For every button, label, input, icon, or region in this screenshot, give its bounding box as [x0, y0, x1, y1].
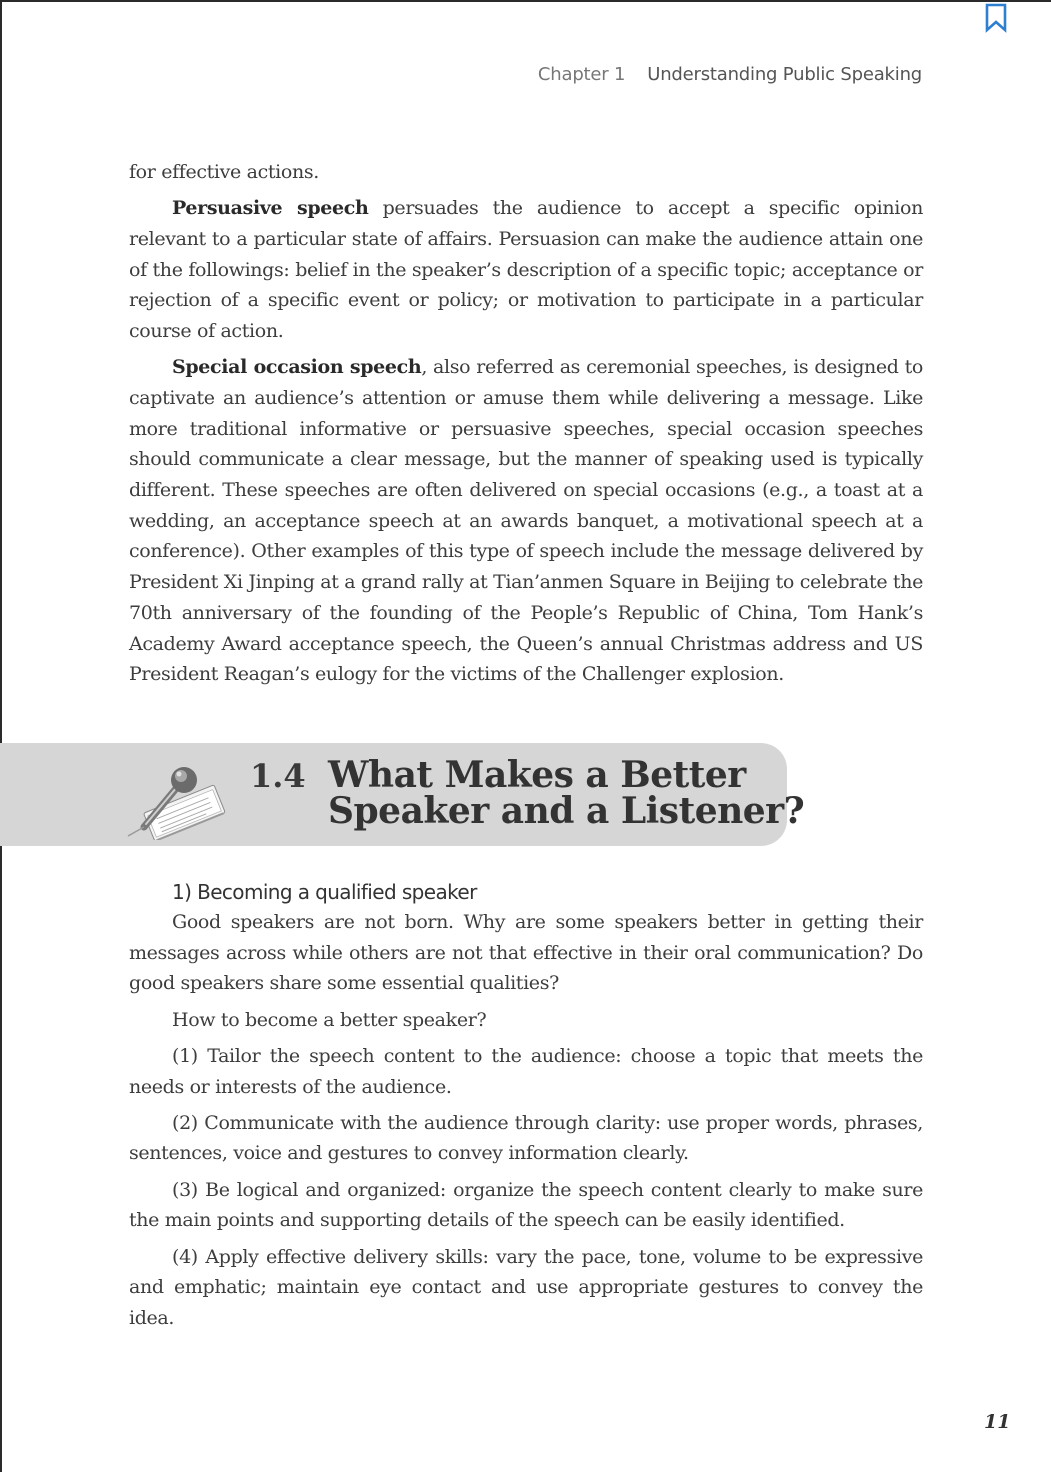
body-text-bottom — [129, 907, 923, 1334]
term-special-occasion: Special occasion speech — [172, 356, 422, 379]
paragraph-special-occasion — [129, 352, 923, 690]
section-title-line1: What Makes a Better — [328, 754, 746, 796]
subsection-heading: 1) Becoming a qualified speaker — [172, 880, 477, 904]
bookmark-icon[interactable] — [984, 3, 1008, 33]
list-item-1: (1) Tailor the speech content to the audience: choose a topic that meets the needs or interests of the audience. — [129, 1044, 923, 1098]
running-head — [538, 64, 922, 85]
list-item-4: (4) Apply effective delivery skills: vary the pace, tone, volume to be expressive and emphatic; maintain eye contact and use appropriate gestures to convey the idea. — [129, 1245, 923, 1329]
chapter-label: Chapter 1 — [537, 64, 626, 85]
microphone-icon — [122, 760, 246, 840]
section-number: 1.4 — [250, 757, 306, 795]
paragraph-intro: Good speakers are not born. Why are some speakers better in getting their messages across while others are not that effective in their oral communication? Do good speakers share some essential qualities? — [129, 911, 923, 995]
section-title-line2: Speaker and a Listener? — [328, 790, 805, 832]
chapter-title: Understanding Public Speaking — [647, 64, 922, 85]
list-item-2: (2) Communicate with the audience through clarity: use proper words, phrases, sentences, voice and gestures to convey information clearly. — [129, 1111, 923, 1165]
page-border-left — [0, 0, 2, 1472]
section-title — [328, 754, 805, 832]
page-number: 11 — [984, 1411, 1011, 1433]
paragraph-continuation: for effective actions. — [129, 161, 319, 183]
term-persuasive: Persuasive speech — [172, 197, 369, 220]
paragraph-question: How to become a better speaker? — [172, 1008, 487, 1031]
persuasive-body: persuades the audience to accept a specific opinion relevant to a particular state of affairs. Persuasion can make the audience attain one of the followings: belief in the speaker’s description of a specific topic; acceptance or rejection of a specific event or policy; or motivation to participate in a particular course of action. — [129, 197, 923, 343]
list-item-3: (3) Be logical and organized: organize the speech content clearly to make sure the main points and supporting details of the speech can be easily identified. — [129, 1178, 923, 1232]
special-body: , also referred as ceremonial speeches, is designed to captivate an audience’s attention or amuse them while delivering a message. Like more traditional informative or persuasive speeches, special occasion speeches should communicate a clear message, but the manner of speaking used is typically different. These speeches are often delivered on special occasions (e.g., a toast at a wedding, an acceptance speech at an awards banquet, a motivational speech at a conference). Other examples of this type of speech include the message delivered by President Xi Jinping at a grand rally at Tian’anmen Square in Beijing to celebrate the 70th anniversary of the founding of the People’s Republic of China, Tom Hank’s Academy Award acceptance speech, the Queen’s annual Christmas address and US President Reagan’s eulogy for the victims of the Challenger explosion. — [129, 356, 923, 686]
paragraph-persuasive — [129, 193, 923, 347]
body-text-top — [129, 157, 923, 690]
page-border-top — [0, 0, 1051, 2]
